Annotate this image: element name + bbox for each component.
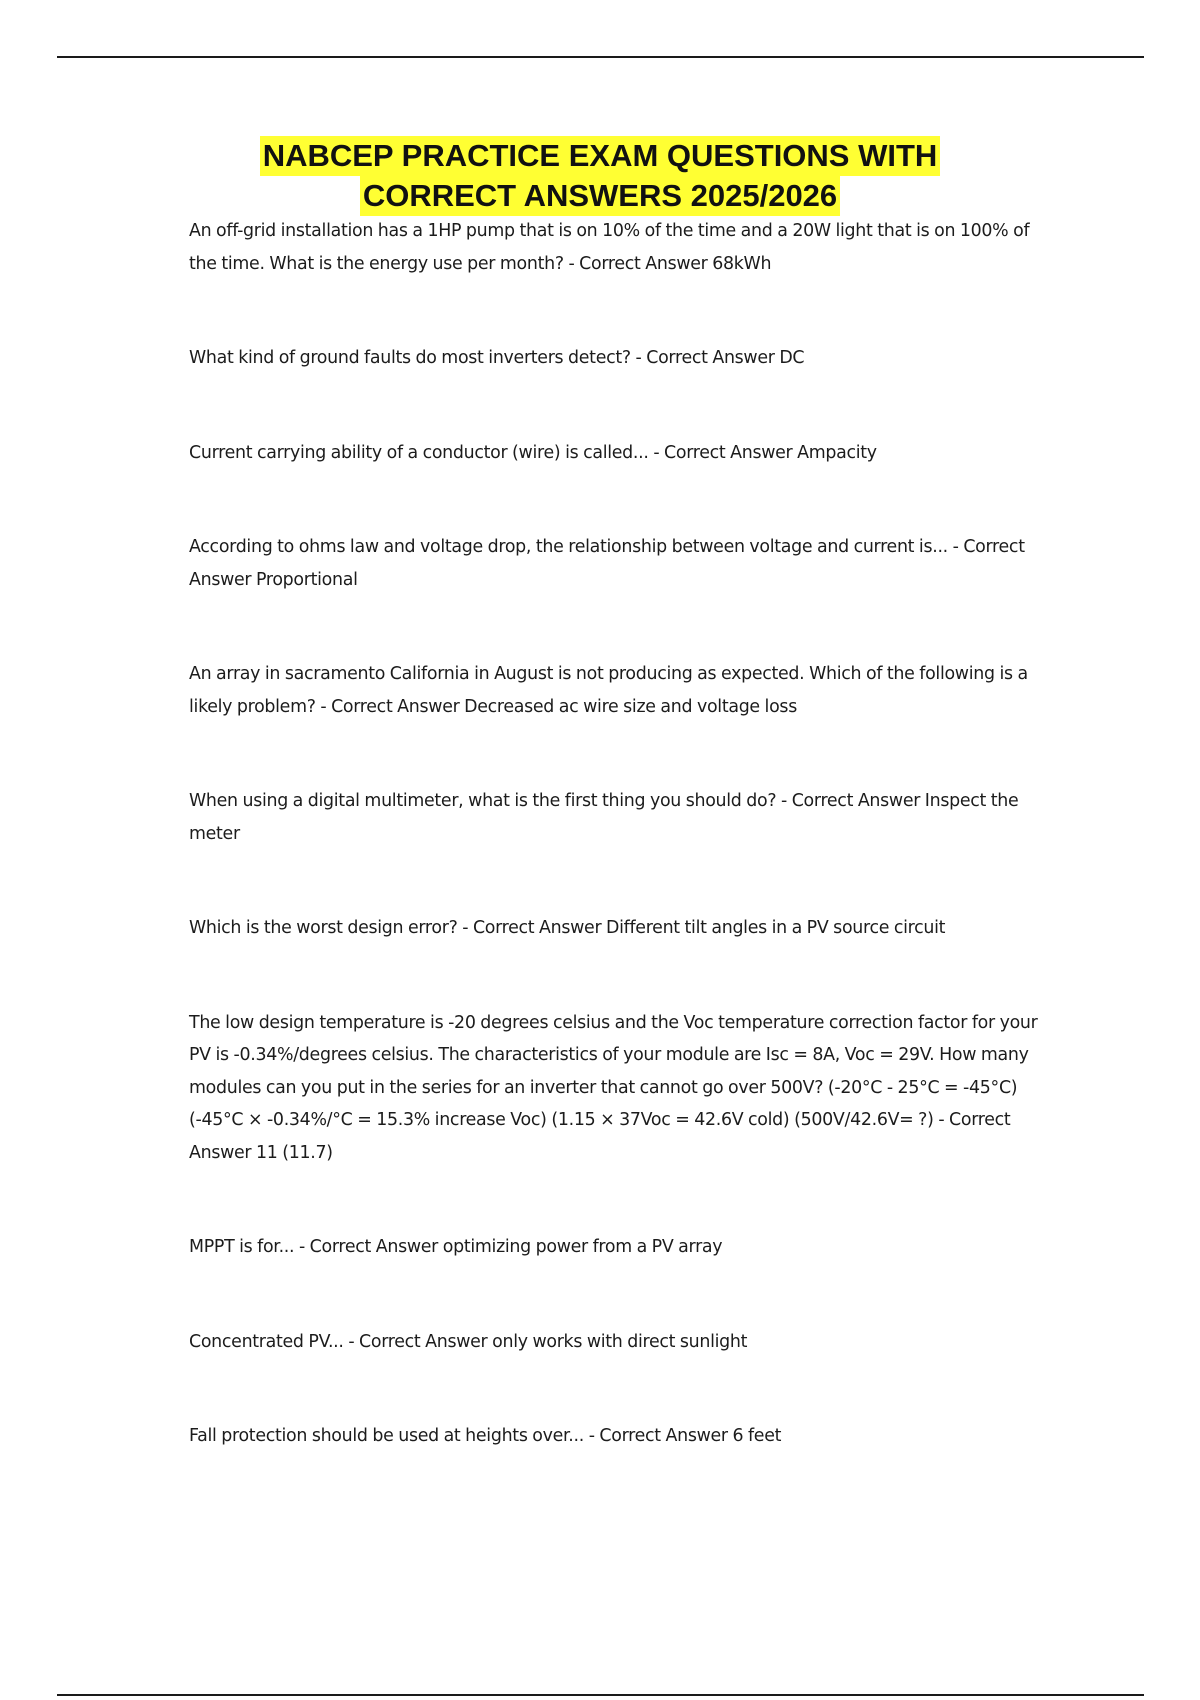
- qa-item: Fall protection should be used at heights over... - Correct Answer 6 feet: [189, 1426, 782, 1446]
- qa-item: Current carrying ability of a conductor (wire) is called... - Correct Answer Ampacity: [189, 442, 877, 463]
- qa-item: An off-grid installation has a 1HP pump that is on 10% of the time and a 20W light that is on 100% of the time. What is the energy use per month? - Correct Answer 68kWh: [189, 221, 1030, 274]
- title-line-2: CORRECT ANSWERS 2025/2026: [360, 176, 840, 216]
- title-line-1: NABCEP PRACTICE EXAM QUESTIONS WITH: [260, 136, 941, 176]
- document-title: [0, 136, 1200, 216]
- qa-item: The low design temperature is -20 degrees celsius and the Voc temperature correction factor for your PV is -0.34%/degrees celsius. The characteristics of your module are Isc = 8A, Voc = 29V. How many modules can you put in the series for an inverter that cannot go over 500V? (-20°C - 25°C = -45°C) (-45°C × -0.34%/°C = 15.3% increase Voc) (1.15 × 37Voc = 42.6V cold) (500V/42.6V= ?) - Correct Answer 11 (11.7): [189, 1012, 1038, 1163]
- top-rule: [57, 56, 1144, 58]
- qa-item: Which is the worst design error? - Correct Answer Different tilt angles in a PV source circuit: [189, 918, 946, 938]
- qa-item: Concentrated PV... - Correct Answer only works with direct sunlight: [189, 1331, 748, 1352]
- qa-item: When using a digital multimeter, what is the first thing you should do? - Correct Answer Inspect the meter: [189, 791, 1019, 844]
- question-answer-list: [189, 215, 1059, 1515]
- qa-item: An array in sacramento California in August is not producing as expected. Which of the following is a likely problem? - Correct Answer Decreased ac wire size and voltage loss: [189, 664, 1028, 717]
- qa-item: According to ohms law and voltage drop, the relationship between voltage and current is... - Correct Answer Proportional: [189, 537, 1025, 590]
- qa-item: MPPT is for... - Correct Answer optimizing power from a PV array: [189, 1237, 723, 1257]
- bottom-rule: [57, 1694, 1144, 1696]
- qa-item: What kind of ground faults do most inverters detect? - Correct Answer DC: [189, 348, 805, 368]
